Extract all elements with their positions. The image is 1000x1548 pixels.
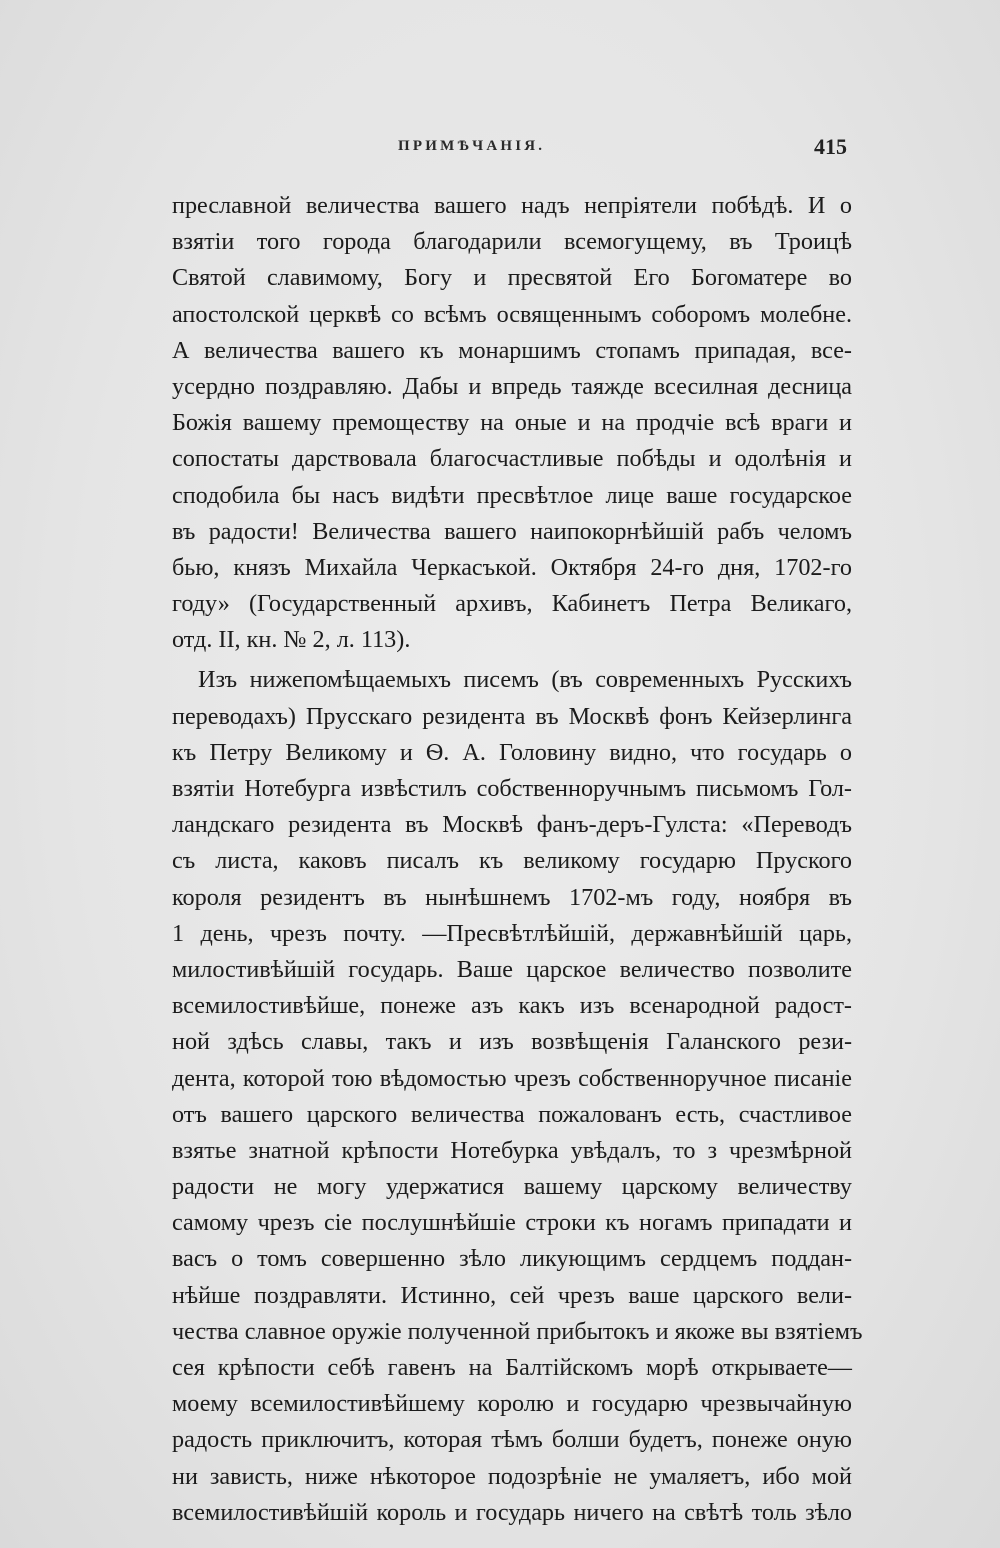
text-line: Божія вашему премоществу на оные и на продчіе всѣ враги и bbox=[172, 409, 852, 437]
text-line: взятье знатной крѣпости Нотебурка увѣдалъ, то з чрезмѣрной bbox=[172, 1136, 852, 1164]
text-line: радости не могу удержатися вашему царскому величеству bbox=[172, 1173, 852, 1201]
text-line: сопостаты дарствовала благосчастливые побѣды и одолѣнія и bbox=[172, 445, 852, 473]
text-line: въ радости! Величества вашего наипокорнѣйшій рабъ челомъ bbox=[172, 517, 852, 545]
text-line: переводахъ) Прусскаго резидента въ Москвѣ фонъ Кейзерлинга bbox=[172, 702, 852, 730]
paragraph bbox=[172, 662, 863, 1531]
text-line: милостивѣйшій государь. Ваше царское величество позволите bbox=[172, 955, 852, 983]
text-line: А величества вашего къ монаршимъ стопамъ припадая, все- bbox=[172, 336, 852, 364]
text-line: нѣйше поздравляти. Истинно, сей чрезъ ваше царского вели- bbox=[172, 1281, 852, 1309]
text-line: 1 день, чрезъ почту. —Пресвѣтлѣйшій, державнѣйшій царь, bbox=[172, 919, 852, 947]
text-line: отъ вашего царского величества пожалованъ есть, счастливое bbox=[172, 1100, 852, 1128]
text-line: преславной величества вашего надъ непріятели побѣдѣ. И о bbox=[172, 192, 852, 219]
page-number: 415 bbox=[814, 134, 847, 159]
text-line: дента, которой тою вѣдомостью чрезъ собственноручное писаніе bbox=[172, 1064, 852, 1092]
text-line: взятіи того города благодарили всемогущему, въ Троицѣ bbox=[172, 228, 852, 256]
text-line: чества славное оружіе полученной прибытокъ и якоже вы взятіемъ bbox=[172, 1317, 863, 1345]
text-line: сподобила бы насъ видѣти пресвѣтлое лице ваше государское bbox=[172, 481, 852, 509]
text-line: апостолской церквѣ со всѣмъ освященнымъ соборомъ молебне. bbox=[172, 300, 852, 328]
text-line: сея крѣпости себѣ гавенъ на Балтійскомъ морѣ открываете— bbox=[172, 1354, 852, 1381]
text-line: съ листа, каковъ писалъ къ великому государю Пруского bbox=[172, 847, 852, 875]
running-head bbox=[0, 134, 1000, 168]
text-line: ни зависть, ниже нѣкоторое подозрѣніе не умаляетъ, ибо мой bbox=[172, 1462, 852, 1490]
text-line: васъ о томъ совершенно зѣло ликующимъ сердцемъ поддан- bbox=[172, 1245, 852, 1273]
text-line: году» (Государственный архивъ, Кабинетъ Петра Великаго, bbox=[172, 590, 852, 618]
text-line: отд. II, кн. № 2, л. 113). bbox=[172, 626, 411, 654]
text-line: короля резидентъ въ нынѣшнемъ 1702-мъ году, ноября въ bbox=[172, 883, 852, 911]
text-line: Святой славимому, Богу и пресвятой Его Богоматере во bbox=[172, 264, 852, 292]
text-line: ландскаго резидента въ Москвѣ фанъ-деръ-Гулста: «Переводъ bbox=[172, 811, 852, 839]
body-text bbox=[172, 188, 863, 1531]
text-line: усердно поздравляю. Дабы и впредь таяжде всесилная десница bbox=[172, 372, 852, 400]
text-line: къ Петру Великому и Ѳ. А. Головину видно, что государь о bbox=[172, 738, 852, 766]
text-line: всемилостивѣйшій король и государь ничего на свѣтѣ толь зѣло bbox=[172, 1498, 852, 1526]
text-line: взятіи Нотебурга извѣстилъ собственноручнымъ письмомъ Гол- bbox=[172, 775, 852, 802]
text-line: бью, князъ Михайла Черкасъкой. Октября 24-го дня, 1702-го bbox=[172, 553, 852, 581]
paragraph bbox=[172, 188, 852, 658]
running-title: ПРИМѢЧАНІЯ. bbox=[398, 138, 546, 154]
text-line: всемилостивѣйше, понеже азъ какъ изъ всенародной радост- bbox=[172, 992, 852, 1020]
text-line: ной здѣсь славы, такъ и изъ возвѣщенія Галанского рези- bbox=[172, 1028, 852, 1056]
text-line: радость приключитъ, которая тѣмъ болши будетъ, понеже оную bbox=[172, 1426, 852, 1454]
text-line: моему всемилостивѣйшему королю и государю чрезвычайную bbox=[172, 1390, 852, 1418]
text-line: самому чрезъ сіе послушнѣйшіе строки къ ногамъ припадати и bbox=[172, 1209, 852, 1237]
text-line: Изъ нижепомѣщаемыхъ писемъ (въ современныхъ Русскихъ bbox=[198, 666, 852, 694]
